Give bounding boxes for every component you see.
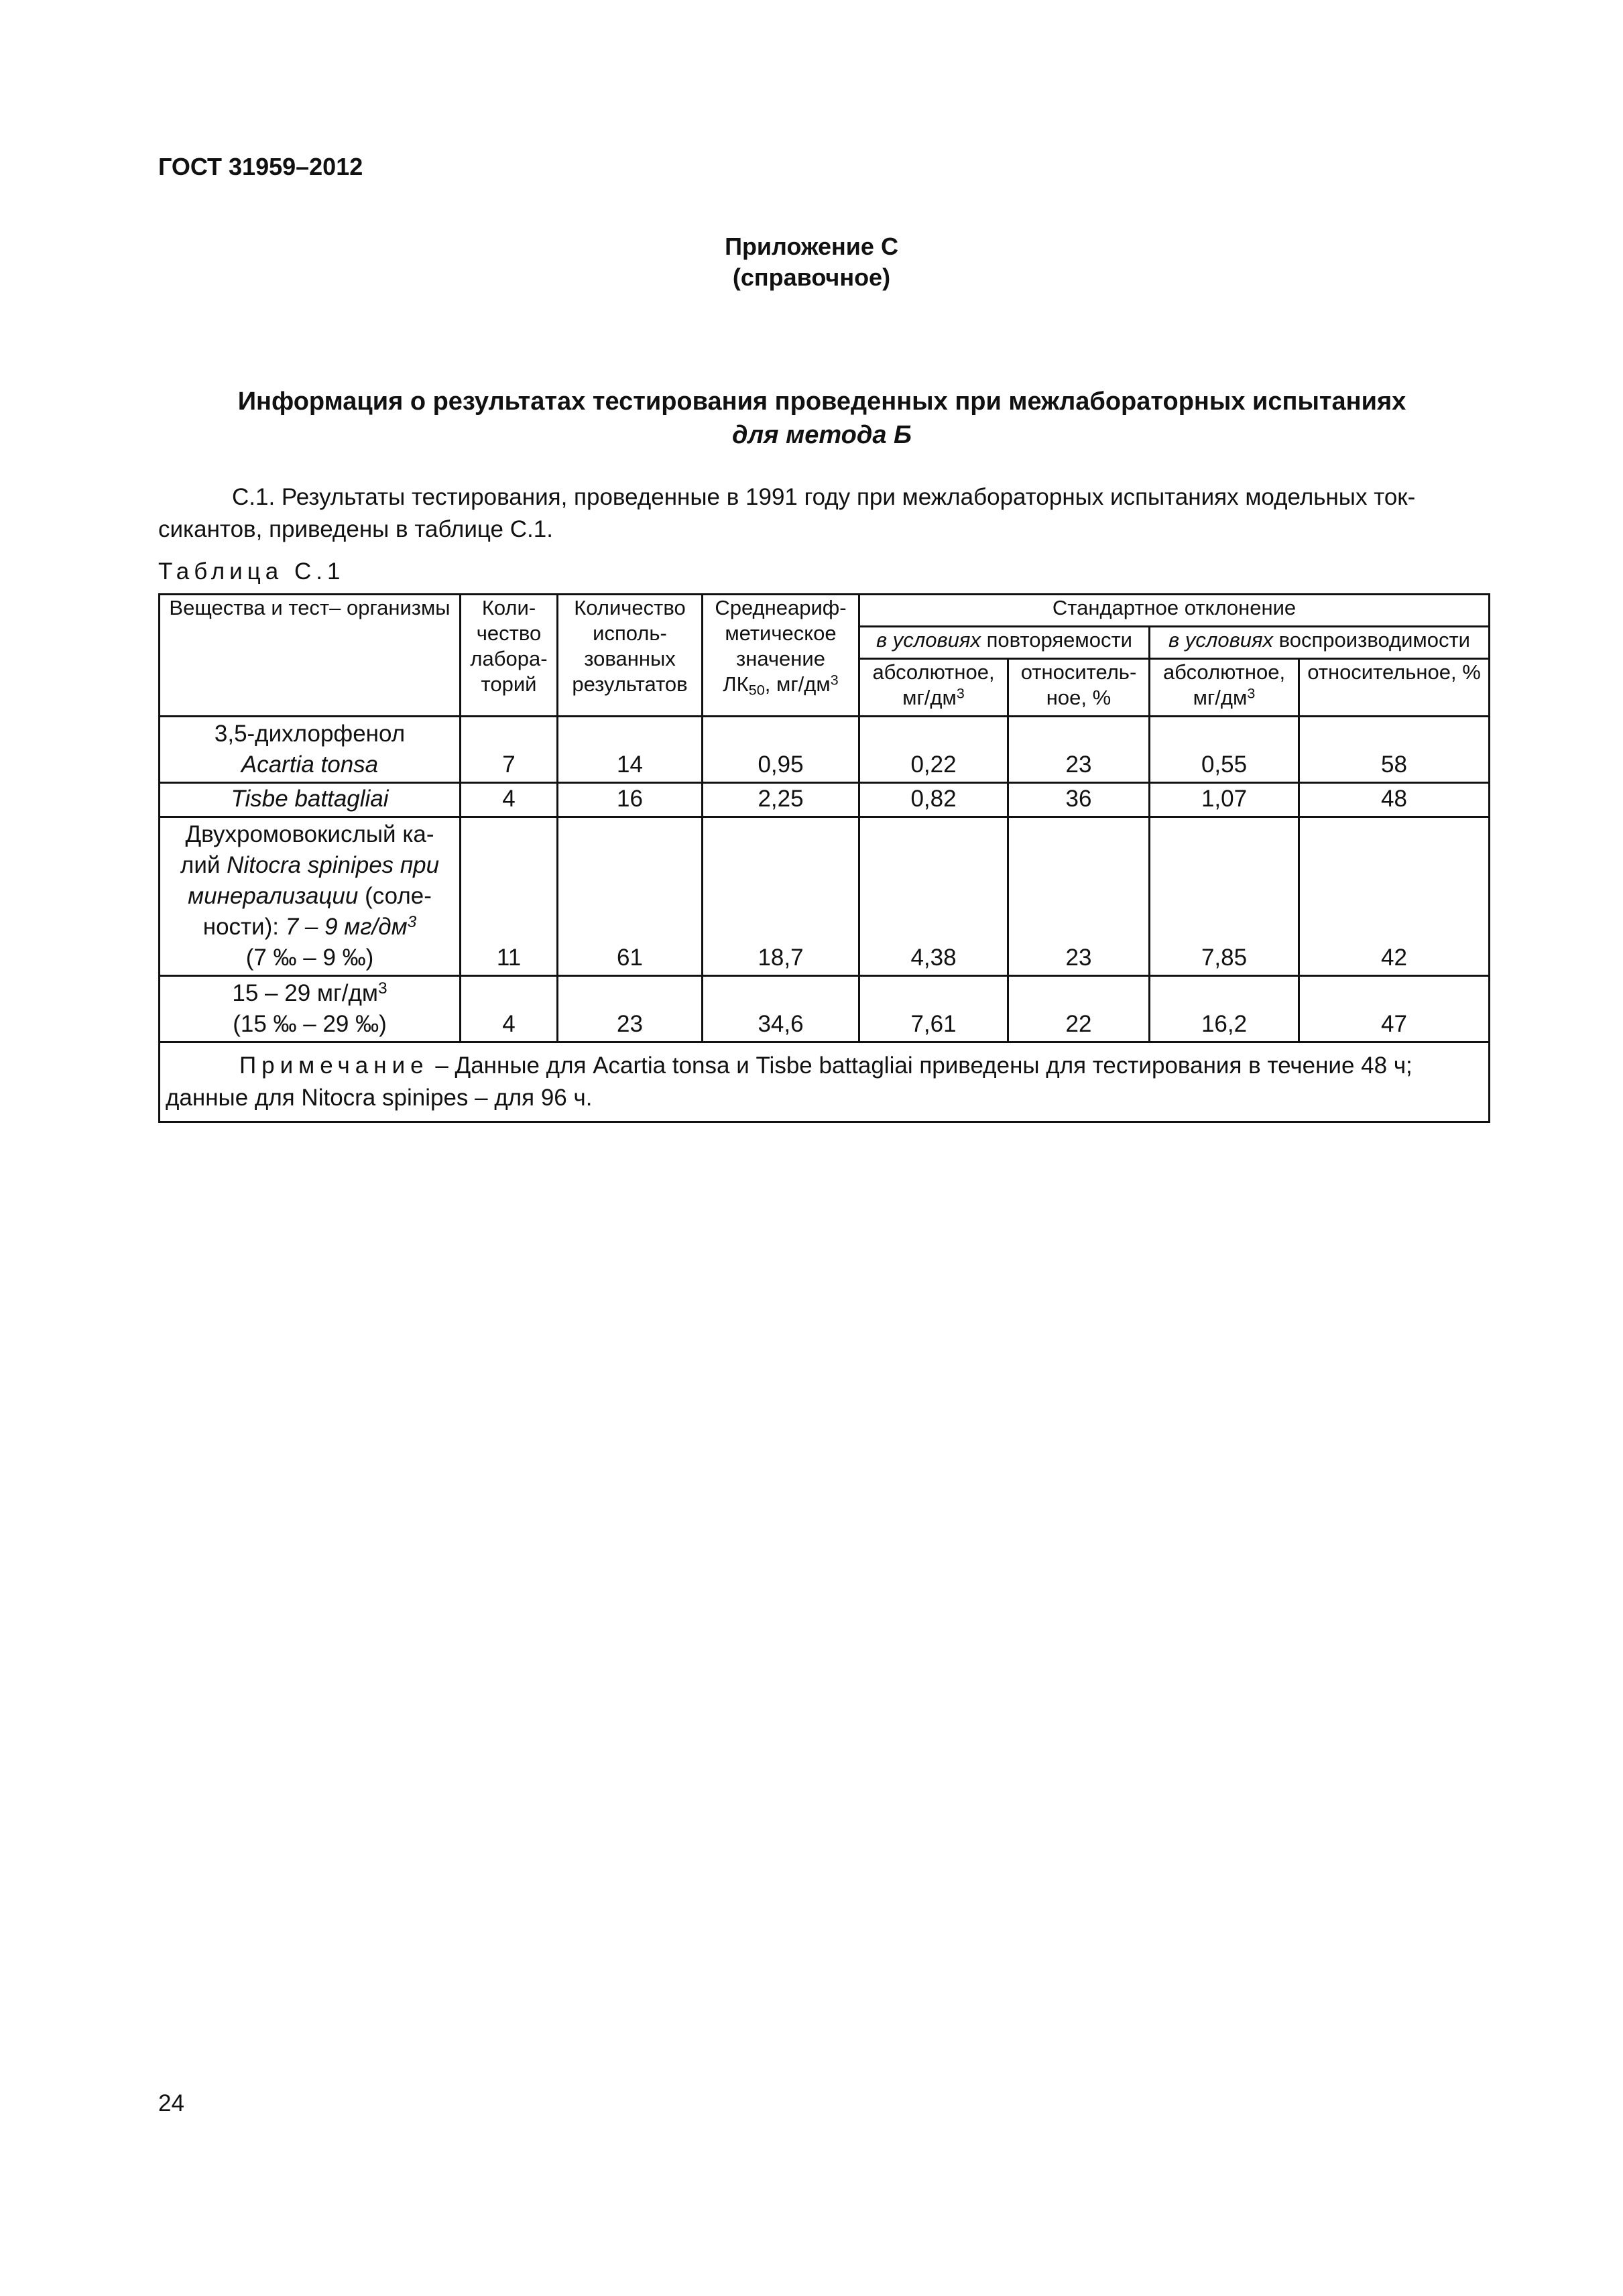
row-abs-R: 7,85 (1150, 817, 1299, 976)
row-rel-R: 48 (1299, 783, 1490, 817)
row-labs: 4 (461, 976, 558, 1042)
row-salinity-sup: 3 (377, 979, 387, 998)
note-text: – Данные для Acartia tonsa и Tisbe battagliai приведены для тестирования в течение 48 ч; (428, 1052, 1412, 1079)
row-abs-r: 0,22 (859, 717, 1008, 783)
row-abs-r: 4,38 (859, 817, 1008, 976)
row-mean: 0,95 (703, 717, 859, 783)
row-substance-line2: лий (180, 852, 221, 878)
header-repeat-rest: повторяемости (980, 628, 1132, 652)
annex-heading (0, 231, 1623, 293)
row-substance-line1: Двухромовокислый ка- (185, 821, 434, 847)
page-number: 24 (158, 2090, 184, 2116)
row-rel-R: 47 (1299, 976, 1490, 1042)
table-row (160, 783, 1490, 817)
header-abs-r-label: абсолютное, (872, 660, 995, 684)
row-rel-R: 58 (1299, 717, 1490, 783)
header-abs-r-unit: мг/дм (902, 686, 957, 709)
row-substance (160, 717, 461, 783)
row-rel-R: 42 (1299, 817, 1490, 976)
body-paragraph (158, 481, 1488, 546)
header-mean-unit-sub: 50 (748, 681, 765, 699)
row-substance (160, 976, 461, 1042)
row-rel-r: 23 (1008, 717, 1150, 783)
header-mean-unit-base: ЛК (723, 672, 749, 696)
note-label: Примечание (239, 1052, 429, 1079)
header-abs-R-unit: мг/дм (1193, 686, 1248, 709)
section-title-line1: Информация о результатах тестирования проведенных при межлабораторных испытаниях (237, 387, 1406, 416)
annex-title: Приложение С (725, 233, 898, 260)
row-organism: Tisbe battagliai (160, 783, 461, 817)
row-organism: Nitocra spinipes при (220, 852, 440, 878)
row-results: 23 (558, 976, 703, 1042)
row-salinity-value: 15 – 29 мг/дм (232, 980, 378, 1006)
table-caption: Таблица С.1 (158, 558, 345, 585)
header-repeatability (859, 627, 1150, 659)
header-reproducibility (1150, 627, 1490, 659)
header-abs-r (859, 659, 1008, 717)
header-mean-unit-rest: , мг/дм (764, 672, 831, 696)
row-results: 61 (558, 817, 703, 976)
paragraph-line1: С.1. Результаты тестирования, проведенные в 1991 году при межлабораторных испытаниях модельных ток- (232, 484, 1416, 510)
header-abs-R-label: абсолютное, (1162, 660, 1286, 684)
row-results: 14 (558, 717, 703, 783)
header-results: Количество исполь- зованных результатов (558, 595, 703, 717)
header-mean-text: Среднеариф- метическое значение (715, 596, 847, 670)
row-labs: 11 (461, 817, 558, 976)
row-condition: минерализации (188, 883, 359, 909)
document-code: ГОСТ 31959–2012 (158, 153, 363, 180)
header-rel-r: относитель- ное, % (1008, 659, 1150, 717)
row-rel-r: 36 (1008, 783, 1150, 817)
row-substance (160, 817, 461, 976)
table-note (160, 1042, 1490, 1122)
header-labs: Коли- чество лабора- торий (461, 595, 558, 717)
header-repro-rest: воспроизводимости (1273, 628, 1470, 652)
row-abs-r: 0,82 (859, 783, 1008, 817)
header-mean (703, 595, 859, 717)
table-row (160, 717, 1490, 783)
header-repeat-italic: в условиях (876, 628, 981, 652)
header-abs-R (1150, 659, 1299, 717)
header-rel-R: относительное, % (1299, 659, 1490, 717)
results-table (158, 593, 1490, 1123)
annex-kind: (справочное) (732, 263, 891, 291)
row-labs: 4 (461, 783, 558, 817)
header-abs-R-sup: 3 (1247, 684, 1256, 702)
row-results: 16 (558, 783, 703, 817)
row-mean: 34,6 (703, 976, 859, 1042)
section-title (158, 385, 1486, 452)
table-row (160, 817, 1490, 976)
row-rel-r: 23 (1008, 817, 1150, 976)
row-abs-R: 0,55 (1150, 717, 1299, 783)
header-std: Стандартное отклонение (859, 595, 1490, 627)
row-salinity-sup: 3 (407, 912, 417, 931)
row-rel-r: 22 (1008, 976, 1150, 1042)
table-note-row (160, 1042, 1490, 1122)
row-condition-rest: (соле- (358, 883, 432, 909)
row-organism: Acartia tonsa (241, 751, 379, 778)
header-repro-italic: в условиях (1168, 628, 1274, 652)
row-abs-r: 7,61 (859, 976, 1008, 1042)
row-abs-R: 16,2 (1150, 976, 1299, 1042)
header-substances: Вещества и тест– организмы (160, 595, 461, 717)
row-mean: 2,25 (703, 783, 859, 817)
section-title-line2: для метода Б (732, 421, 912, 449)
table-row (160, 976, 1490, 1042)
paragraph-line2: сикантов, приведены в таблице С.1. (158, 516, 553, 542)
header-abs-r-sup: 3 (956, 684, 965, 702)
note-text-line2: данные для Nitocra spinipes – для 96 ч. (166, 1085, 593, 1111)
row-salinity-permille: (7 ‰ – 9 ‰) (245, 945, 374, 971)
row-salinity-label: ности): (202, 914, 286, 940)
row-salinity-permille: (15 ‰ – 29 ‰) (233, 1011, 387, 1037)
row-mean: 18,7 (703, 817, 859, 976)
row-abs-R: 1,07 (1150, 783, 1299, 817)
row-labs: 7 (461, 717, 558, 783)
header-mean-unit-sup: 3 (830, 671, 839, 688)
row-salinity-value: 7 – 9 мг/дм (285, 914, 408, 940)
row-substance-line1: 3,5-дихлорфенол (214, 721, 406, 747)
